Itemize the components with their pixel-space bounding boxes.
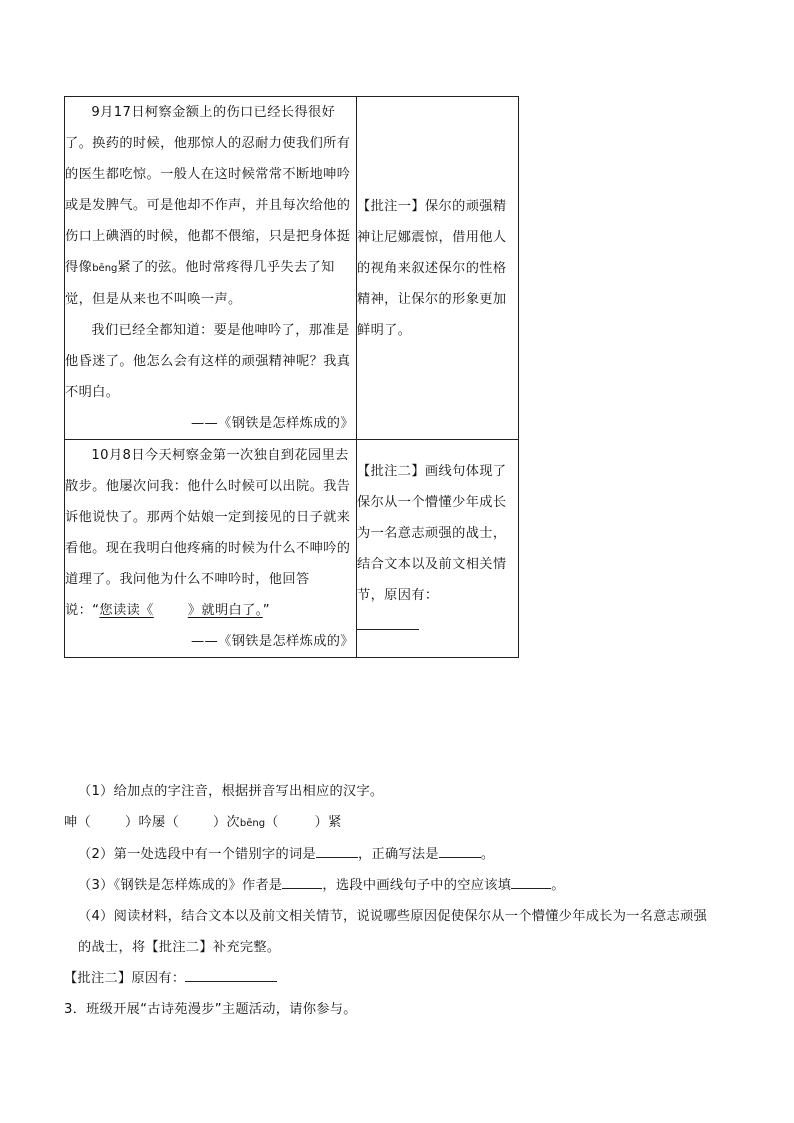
annotation-text: 【批注二】画线句体现了保尔从一个懵懂少年成长为一名意志顽强的战士，结合文本以及前文相关情节，原因有： (357, 456, 518, 642)
answer-blank[interactable] (439, 843, 481, 858)
passage-cell-2 (65, 440, 357, 658)
answer-blank[interactable] (282, 874, 322, 889)
question-3: （3）《钢铁是怎样炼成的》作者是 ，选段中画线句子中的空应该填 。 (78, 870, 718, 901)
passage-paragraph: 9月17日柯察金额上的伤口已经长得很好了。换药的时候，他那惊人的忍耐力使我们所有的医生都吃惊。一般人在这时候常常不断地呻吟或是发脾气。可是他却不作声，并且每次给他的伤口上碘酒的时候，他都不偎缩，只是把身体挺得像bēng紧了的弦。他时常疼得几乎失去了知觉，但是从来也不叫唤一声。 (65, 105, 351, 307)
question-1-blanks: 呻（ ）吟屡（ ）次bēng（ ）紧 (64, 815, 342, 830)
passage-paragraph: 10月8日今天柯察金第一次独自到花园里去散步。他屡次问我：他什么时候可以出院。我告诉他说快了。那两个姑娘一定到接见的日子就来看他。现在我明白他疼痛的时候为什么不呻吟的道理了。我问他为什么不呻吟时，他回答说：“您读读《 》就明白了。” (65, 448, 351, 618)
passage-cell-1 (65, 97, 357, 440)
table-row (65, 97, 519, 440)
answer-blank[interactable] (316, 843, 358, 858)
passage-source: ——《钢铁是怎样炼成的》 (190, 416, 354, 431)
question-4: （4）阅读材料，结合文本以及前文相关情节，说说哪些原因促使保尔从一个懵懂少年成长为一名意志顽强的战士，将【批注二】补充完整。 (78, 909, 708, 955)
table-row (65, 440, 519, 658)
annotation-cell-1 (357, 97, 519, 440)
reading-table (64, 96, 519, 658)
questions (64, 776, 718, 1025)
pinyin-annotation: bēng (92, 263, 118, 274)
underlined-sentence: 您读读《 》就明白了。 (99, 603, 263, 618)
question-4-answer: 【批注二】原因有： (64, 963, 718, 994)
passage-paragraph: 我们已经全都知道：要是他呻吟了，那准是他昏迷了。他怎么会有这样的顽强精神呢？我真不明白。 (65, 323, 351, 400)
question-1: （1）给加点的字注音，根据拼音写出相应的汉字。 (78, 784, 384, 799)
passage-source: ——《钢铁是怎样炼成的》 (190, 634, 354, 649)
answer-blank[interactable] (357, 615, 419, 630)
question-2: （2）第一处选段中有一个错别字的词是 ，正确写法是 。 (78, 839, 718, 870)
annotation-text: 【批注一】保尔的顽强精神让尼娜震惊，借用他人的视角来叙述保尔的性格精神，让保尔的形象更加鲜明了。 (357, 198, 507, 338)
answer-blank[interactable] (511, 874, 551, 889)
section-item-3: 3．班级开展“古诗苑漫步”主题活动，请你参与。 (64, 1002, 357, 1017)
answer-blank[interactable] (185, 967, 277, 982)
annotation-cell-2 (357, 440, 519, 658)
